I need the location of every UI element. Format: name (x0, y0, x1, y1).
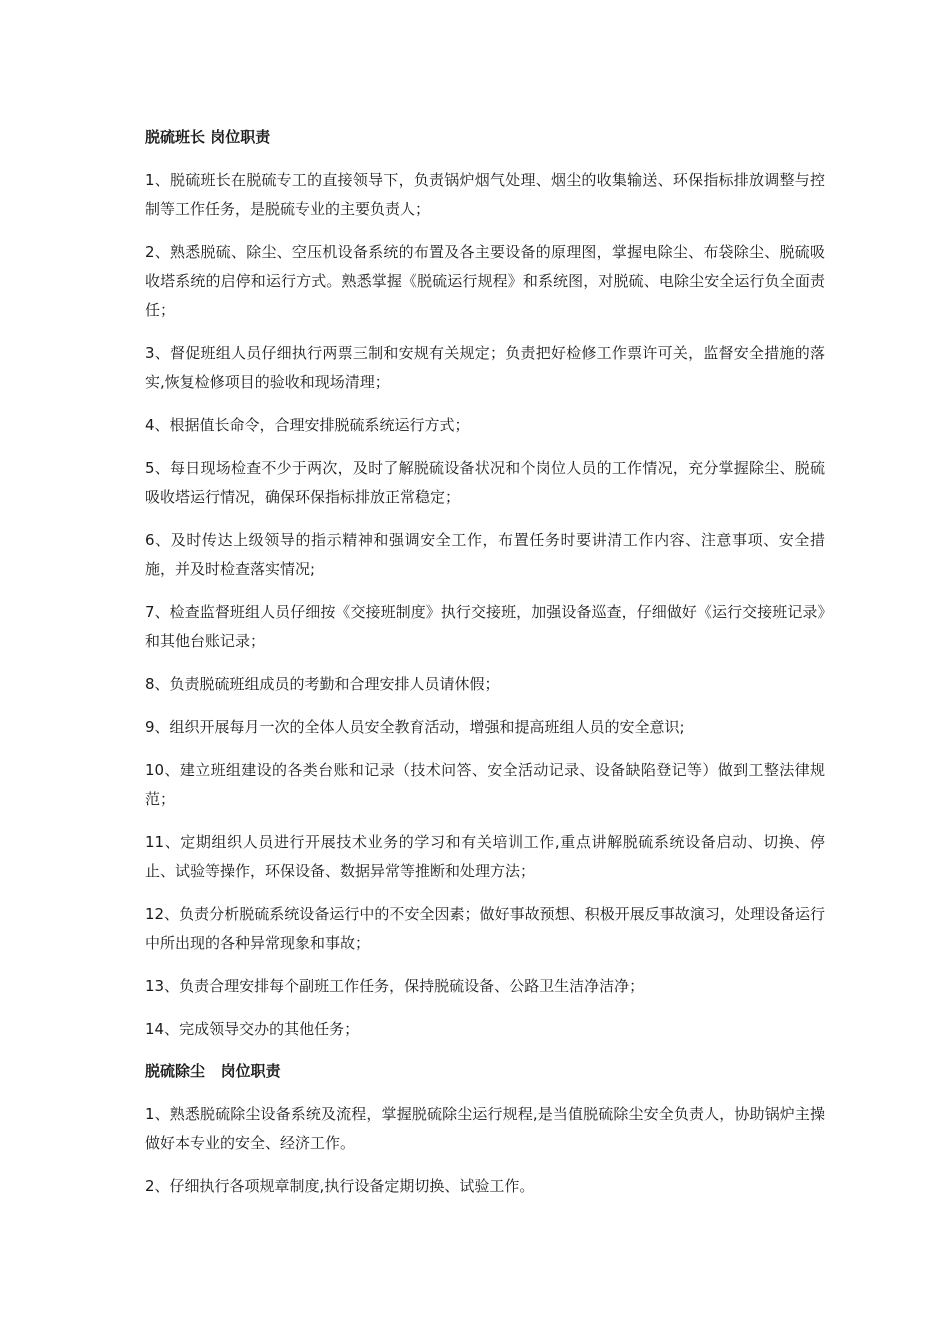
dust-duty-item-2: 2、仔细执行各项规章制度,执行设备定期切换、试验工作。 (145, 1177, 535, 1195)
document-page (145, 124, 825, 1215)
dust-duty-item-1: 1、熟悉脱硫除尘设备系统及流程，掌握脱硫除尘运行规程,是当值脱硫除尘安全负责人，协助锅炉主操做好本专业的安全、经济工作。 (145, 1105, 825, 1152)
duty-item-11: 11、定期组织人员进行开展技术业务的学习和有关培训工作,重点讲解脱硫系统设备启动、切换、停止、试验等操作，环保设备、数据异常等推断和处理方法； (145, 833, 825, 880)
duty-item-14: 14、完成领导交办的其他任务； (145, 1020, 360, 1038)
duty-item-12: 12、负责分析脱硫系统设备运行中的不安全因素；做好事故预想、积极开展反事故演习，处理设备运行中所出现的各种异常现象和事故； (145, 905, 825, 952)
duty-item-3: 3、督促班组人员仔细执行两票三制和安规有关规定；负责把好检修工作票许可关，监督安全措施的落实,恢复检修项目的验收和现场清理； (145, 344, 825, 391)
duty-item-2: 2、熟悉脱硫、除尘、空压机设备系统的布置及各主要设备的原理图，掌握电除尘、布袋除尘、脱硫吸收塔系统的启停和运行方式。熟悉掌握《脱硫运行规程》和系统图，对脱硫、电除尘安全运行负全面责任； (145, 243, 825, 319)
duty-item-13: 13、负责合理安排每个副班工作任务，保持脱硫设备、公路卫生洁净洁净； (145, 977, 645, 995)
section-title-monitor: 脱硫班长 岗位职责 (145, 128, 271, 146)
duty-item-6: 6、及时传达上级领导的指示精神和强调安全工作，布置任务时要讲清工作内容、注意事项、安全措施，并及时检查落实情况; (145, 531, 825, 578)
duty-item-10: 10、建立班组建设的各类台账和记录（技术问答、安全活动记录、设备缺陷登记等）做到工整法律规范； (145, 761, 825, 808)
section-title-dust-removal: 脱硫除尘 岗位职责 (145, 1062, 281, 1080)
duty-item-7: 7、检查监督班组人员仔细按《交接班制度》执行交接班，加强设备巡查，仔细做好《运行交接班记录》和其他台账记录； (145, 603, 825, 650)
duty-item-8: 8、负责脱硫班组成员的考勤和合理安排人员请休假； (145, 675, 500, 693)
duty-item-9: 9、组织开展每月一次的全体人员安全教育活动，增强和提高班组人员的安全意识; (145, 718, 685, 736)
duty-item-4: 4、根据值长命令，合理安排脱硫系统运行方式； (145, 416, 470, 434)
duty-item-5: 5、每日现场检查不少于两次，及时了解脱硫设备状况和个岗位人员的工作情况，充分掌握除尘、脱硫吸收塔运行情况，确保环保指标排放正常稳定； (145, 459, 825, 506)
duty-item-1: 1、脱硫班长在脱硫专工的直接领导下，负责锅炉烟气处理、烟尘的收集输送、环保指标排放调整与控制等工作任务，是脱硫专业的主要负责人； (145, 171, 825, 218)
